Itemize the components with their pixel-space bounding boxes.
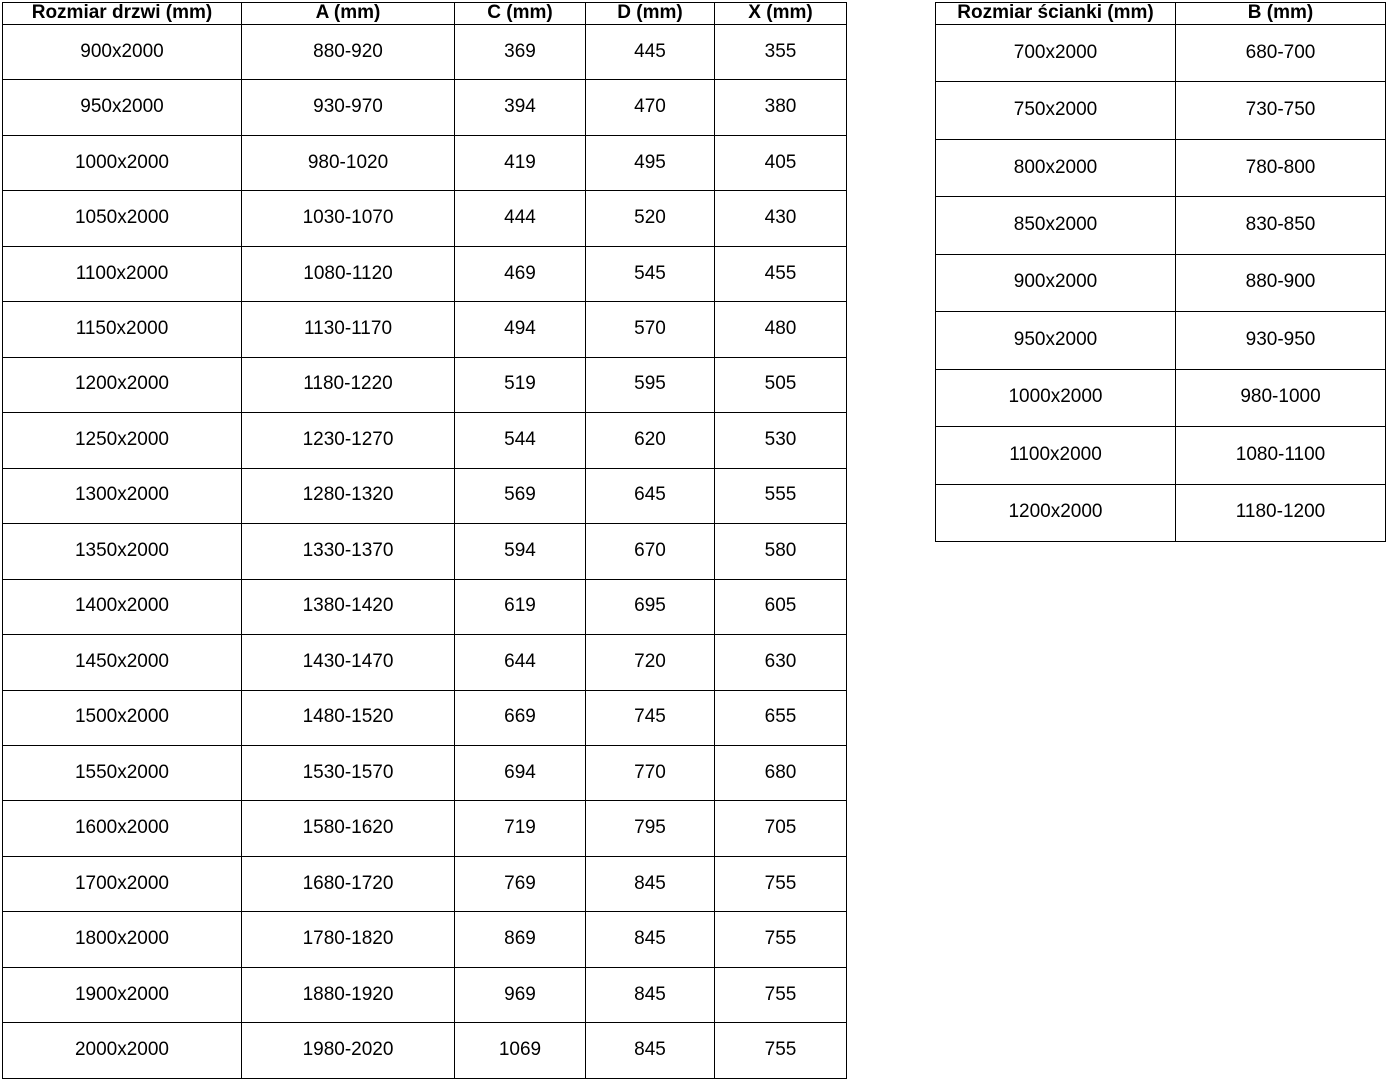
table-cell: 845	[586, 856, 715, 911]
table-cell: 969	[455, 967, 586, 1022]
table-cell: 755	[715, 856, 847, 911]
door-table-header-row	[3, 3, 847, 25]
table-row	[3, 191, 847, 246]
table-cell: 1069	[455, 1023, 586, 1079]
table-cell: 645	[586, 468, 715, 523]
table-cell: 445	[586, 24, 715, 79]
table-cell: 745	[586, 690, 715, 745]
table-row	[3, 801, 847, 856]
table-row	[936, 484, 1386, 541]
table-cell: 544	[455, 413, 586, 468]
table-cell: 705	[715, 801, 847, 856]
table-cell: 1080-1120	[242, 246, 455, 301]
table-cell: 730-750	[1176, 82, 1386, 139]
column-header: Rozmiar ścianki (mm)	[936, 3, 1176, 25]
table-cell: 405	[715, 135, 847, 190]
table-row	[3, 135, 847, 190]
table-cell: 630	[715, 635, 847, 690]
table-cell: 669	[455, 690, 586, 745]
table-cell: 869	[455, 912, 586, 967]
table-cell: 1000x2000	[3, 135, 242, 190]
table-cell: 519	[455, 357, 586, 412]
table-cell: 1230-1270	[242, 413, 455, 468]
table-cell: 980-1020	[242, 135, 455, 190]
table-row	[3, 24, 847, 79]
table-cell: 755	[715, 967, 847, 1022]
table-cell: 680	[715, 745, 847, 800]
table-cell: 950x2000	[936, 312, 1176, 369]
table-cell: 750x2000	[936, 82, 1176, 139]
door-size-table	[2, 2, 847, 1079]
column-header: X (mm)	[715, 3, 847, 25]
table-row	[3, 690, 847, 745]
table-row	[3, 413, 847, 468]
column-header: C (mm)	[455, 3, 586, 25]
table-cell: 770	[586, 745, 715, 800]
table-cell: 380	[715, 80, 847, 135]
table-cell: 1050x2000	[3, 191, 242, 246]
table-cell: 1500x2000	[3, 690, 242, 745]
table-row	[3, 468, 847, 523]
table-row	[3, 357, 847, 412]
table-cell: 1350x2000	[3, 524, 242, 579]
table-cell: 555	[715, 468, 847, 523]
table-cell: 845	[586, 912, 715, 967]
table-cell: 1330-1370	[242, 524, 455, 579]
table-cell: 530	[715, 413, 847, 468]
table-row	[3, 1023, 847, 1079]
table-cell: 644	[455, 635, 586, 690]
table-cell: 670	[586, 524, 715, 579]
table-cell: 419	[455, 135, 586, 190]
table-cell: 394	[455, 80, 586, 135]
table-cell: 950x2000	[3, 80, 242, 135]
table-cell: 720	[586, 635, 715, 690]
table-cell: 505	[715, 357, 847, 412]
column-header: D (mm)	[586, 3, 715, 25]
table-cell: 1130-1170	[242, 302, 455, 357]
wall-table-header-row	[936, 3, 1386, 25]
table-cell: 655	[715, 690, 847, 745]
table-cell: 1880-1920	[242, 967, 455, 1022]
column-header: B (mm)	[1176, 3, 1386, 25]
table-row	[3, 524, 847, 579]
table-cell: 1180-1220	[242, 357, 455, 412]
table-cell: 1580-1620	[242, 801, 455, 856]
table-cell: 470	[586, 80, 715, 135]
table-row	[936, 254, 1386, 311]
table-cell: 1030-1070	[242, 191, 455, 246]
table-cell: 1150x2000	[3, 302, 242, 357]
table-cell: 545	[586, 246, 715, 301]
table-row	[3, 302, 847, 357]
table-cell: 569	[455, 468, 586, 523]
table-cell: 700x2000	[936, 24, 1176, 81]
table-cell: 1250x2000	[3, 413, 242, 468]
column-header: Rozmiar drzwi (mm)	[3, 3, 242, 25]
table-row	[936, 197, 1386, 254]
table-cell: 694	[455, 745, 586, 800]
table-cell: 580	[715, 524, 847, 579]
table-row	[936, 427, 1386, 484]
table-cell: 830-850	[1176, 197, 1386, 254]
table-row	[936, 82, 1386, 139]
table-cell: 1530-1570	[242, 745, 455, 800]
table-cell: 845	[586, 1023, 715, 1079]
table-cell: 1200x2000	[936, 484, 1176, 541]
table-cell: 369	[455, 24, 586, 79]
table-cell: 1300x2000	[3, 468, 242, 523]
table-cell: 850x2000	[936, 197, 1176, 254]
table-cell: 1100x2000	[3, 246, 242, 301]
table-cell: 980-1000	[1176, 369, 1386, 426]
table-cell: 619	[455, 579, 586, 634]
table-cell: 594	[455, 524, 586, 579]
table-cell: 719	[455, 801, 586, 856]
table-cell: 695	[586, 579, 715, 634]
wall-size-table	[935, 2, 1386, 542]
table-row	[936, 369, 1386, 426]
table-cell: 769	[455, 856, 586, 911]
table-row	[3, 912, 847, 967]
table-cell: 1980-2020	[242, 1023, 455, 1079]
table-cell: 845	[586, 967, 715, 1022]
table-cell: 605	[715, 579, 847, 634]
table-cell: 795	[586, 801, 715, 856]
table-cell: 430	[715, 191, 847, 246]
table-row	[3, 856, 847, 911]
wall-table-body	[936, 24, 1386, 541]
table-row	[3, 80, 847, 135]
table-row	[936, 24, 1386, 81]
table-row	[936, 312, 1386, 369]
table-cell: 595	[586, 357, 715, 412]
table-cell: 1600x2000	[3, 801, 242, 856]
table-cell: 444	[455, 191, 586, 246]
table-cell: 1900x2000	[3, 967, 242, 1022]
table-cell: 900x2000	[3, 24, 242, 79]
table-cell: 1280-1320	[242, 468, 455, 523]
table-cell: 1400x2000	[3, 579, 242, 634]
table-cell: 1450x2000	[3, 635, 242, 690]
table-cell: 680-700	[1176, 24, 1386, 81]
table-cell: 1430-1470	[242, 635, 455, 690]
door-table-body	[3, 24, 847, 1078]
table-cell: 2000x2000	[3, 1023, 242, 1079]
table-cell: 755	[715, 1023, 847, 1079]
table-cell: 880-900	[1176, 254, 1386, 311]
table-row	[3, 579, 847, 634]
table-cell: 880-920	[242, 24, 455, 79]
table-cell: 1800x2000	[3, 912, 242, 967]
table-cell: 570	[586, 302, 715, 357]
table-cell: 930-970	[242, 80, 455, 135]
table-row	[3, 967, 847, 1022]
table-cell: 900x2000	[936, 254, 1176, 311]
table-cell: 1700x2000	[3, 856, 242, 911]
table-cell: 455	[715, 246, 847, 301]
table-cell: 495	[586, 135, 715, 190]
table-cell: 780-800	[1176, 139, 1386, 196]
table-cell: 1780-1820	[242, 912, 455, 967]
table-cell: 1200x2000	[3, 357, 242, 412]
table-cell: 1550x2000	[3, 745, 242, 800]
table-row	[3, 745, 847, 800]
table-cell: 494	[455, 302, 586, 357]
table-cell: 1480-1520	[242, 690, 455, 745]
table-cell: 1100x2000	[936, 427, 1176, 484]
table-cell: 480	[715, 302, 847, 357]
table-cell: 755	[715, 912, 847, 967]
table-row	[936, 139, 1386, 196]
table-cell: 1380-1420	[242, 579, 455, 634]
column-header: A (mm)	[242, 3, 455, 25]
table-cell: 930-950	[1176, 312, 1386, 369]
table-cell: 1680-1720	[242, 856, 455, 911]
table-cell: 469	[455, 246, 586, 301]
table-cell: 520	[586, 191, 715, 246]
table-row	[3, 635, 847, 690]
table-cell: 355	[715, 24, 847, 79]
table-cell: 1080-1100	[1176, 427, 1386, 484]
table-row	[3, 246, 847, 301]
table-cell: 800x2000	[936, 139, 1176, 196]
table-cell: 1180-1200	[1176, 484, 1386, 541]
table-cell: 1000x2000	[936, 369, 1176, 426]
table-cell: 620	[586, 413, 715, 468]
